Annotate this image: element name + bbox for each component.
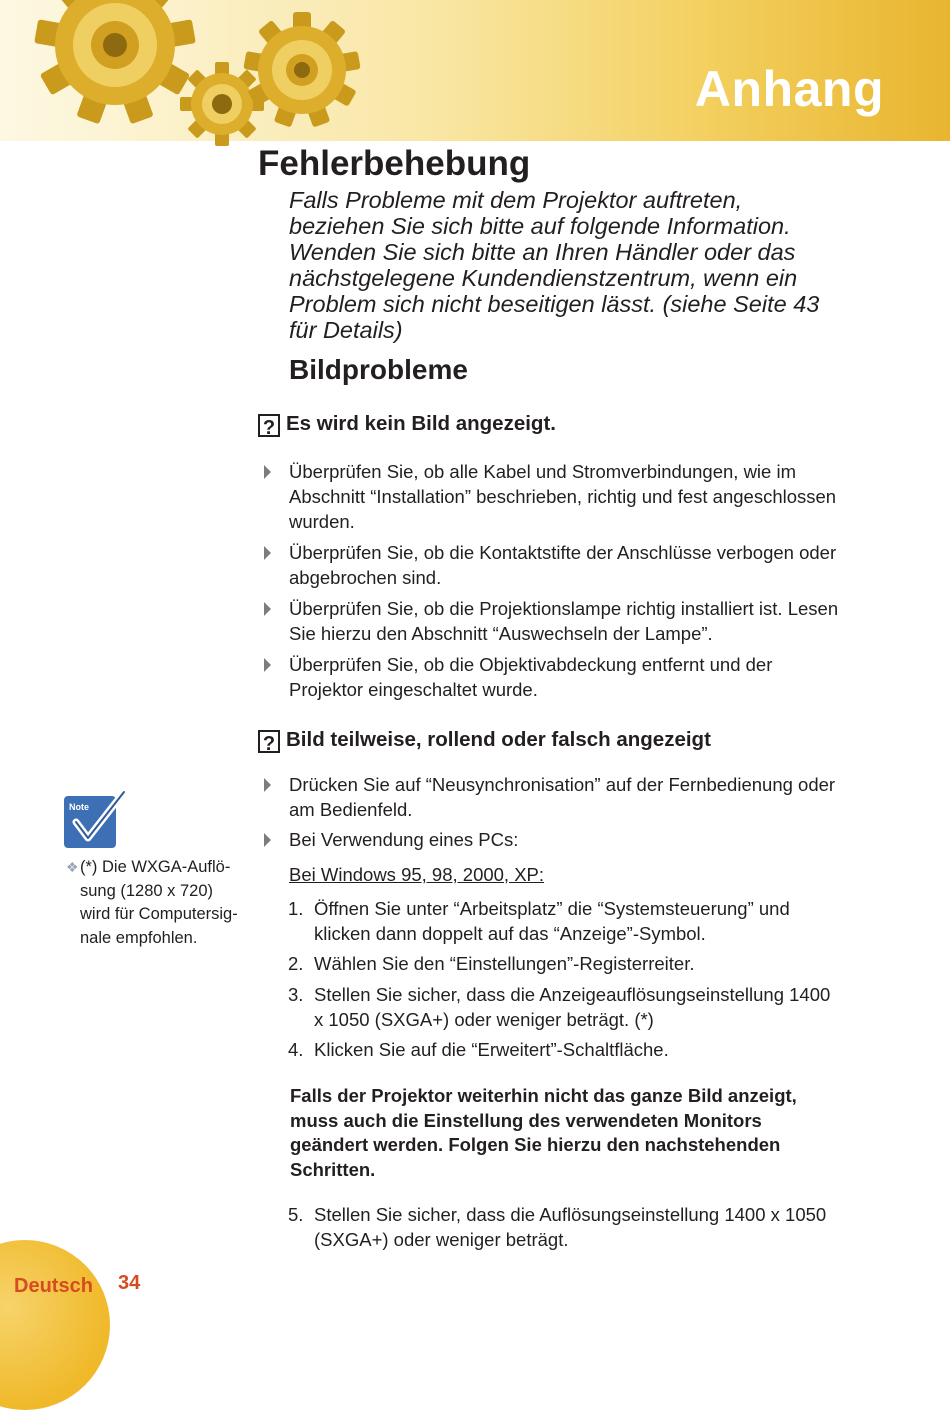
step-line: Wählen Sie den “Einstellungen”-Registerreiter. <box>314 953 695 974</box>
bullet-line: Projektor eingeschaltet wurde. <box>289 679 538 700</box>
bullet-line: Überprüfen Sie, ob die Kontaktstifte der Anschlüsse verbogen oder <box>289 542 837 563</box>
bullet-arrow-icon <box>264 602 271 616</box>
footer-language: Deutsch <box>14 1275 93 1297</box>
numbered-step <box>288 982 908 1032</box>
bullet-line: am Bedienfeld. <box>289 799 413 820</box>
bullet-line: Abschnitt “Installation” beschrieben, richtig und fest angeschlossen <box>289 486 837 507</box>
bullet-line: Drücken Sie auf “Neusynchronisation” auf der Fernbedienung oder <box>289 774 836 795</box>
page-title: Fehlerbehebung <box>258 144 531 183</box>
numbered-step <box>288 1202 908 1252</box>
question-mark-icon: ? <box>258 730 280 753</box>
list-item <box>264 459 904 534</box>
step-number: 2. <box>288 953 304 974</box>
bullet-arrow-icon <box>264 465 271 479</box>
note-line: sung (1280 x 720) <box>80 881 214 900</box>
list-item <box>264 652 904 702</box>
step-line: klicken dann doppelt auf das “Anzeige”-Symbol. <box>314 923 706 944</box>
section-title: Bildprobleme <box>289 354 468 385</box>
step-line: Klicken Sie auf die “Erweitert”-Schaltfläche. <box>314 1039 669 1060</box>
bullet-arrow-icon <box>264 833 271 847</box>
list-item <box>264 827 904 852</box>
intro-line: beziehen Sie sich bitte auf folgende Information. <box>289 213 791 239</box>
bullet-line: Überprüfen Sie, ob die Projektionslampe richtig installiert ist. Lesen <box>289 598 839 619</box>
bullet-line: wurden. <box>289 511 355 532</box>
list-item <box>264 540 904 590</box>
step-number: 4. <box>288 1039 304 1060</box>
page-number: 34 <box>118 1272 141 1294</box>
intro-line: Falls Probleme mit dem Projektor auftreten, <box>289 187 743 213</box>
monitor-settings-note <box>290 1084 870 1182</box>
step-number: 1. <box>288 898 304 919</box>
note-line: geändert werden. Folgen Sie hierzu den nachstehenden <box>290 1134 781 1155</box>
numbered-step <box>288 896 908 946</box>
problem-1-question-text: Es wird kein Bild angezeigt. <box>286 412 556 435</box>
note-line: wird für Computersig- <box>80 905 238 923</box>
note-line: Schritten. <box>290 1158 376 1180</box>
numbered-step <box>288 951 908 976</box>
step-line: Stellen Sie sicher, dass die Anzeigeauflösungseinstellung 1400 <box>314 984 831 1005</box>
step-number: 5. <box>288 1204 304 1225</box>
note-star-icon: ❖ <box>66 859 79 875</box>
note-line: nale empfohlen. <box>80 928 198 947</box>
note-line: muss auch die Einstellung des verwendeten Monitors <box>290 1109 762 1131</box>
gear-large-icon <box>30 0 200 130</box>
list-item <box>264 596 904 646</box>
problem-1-question <box>258 412 556 437</box>
note-line: (*) Die WXGA-Auflö- <box>80 858 231 876</box>
numbered-step <box>288 1037 908 1062</box>
step-line: Stellen Sie sicher, dass die Auflösungseinstellung 1400 x 1050 <box>314 1204 827 1225</box>
bullet-line: abgebrochen sind. <box>289 567 442 588</box>
svg-text:Note: Note <box>69 802 89 812</box>
bullet-line: Überprüfen Sie, ob alle Kabel und Stromverbindungen, wie im <box>289 461 796 482</box>
problem-2-question <box>258 728 711 753</box>
bullet-arrow-icon <box>264 778 271 792</box>
step-line: x 1050 (SXGA+) oder weniger beträgt. (*) <box>314 1009 654 1030</box>
gear-medium-icon <box>242 10 362 130</box>
intro-line: Problem sich nicht beseitigen lässt. (siehe Seite 43 <box>289 291 820 317</box>
note-line: Falls der Projektor weiterhin nicht das ganze Bild anzeigt, <box>290 1085 797 1106</box>
header-title: Anhang <box>694 61 884 117</box>
intro-line: nächstgelegene Kundendienstzentrum, wenn ein <box>289 265 798 291</box>
step-line: (SXGA+) oder weniger beträgt. <box>314 1229 569 1250</box>
note-check-icon <box>62 790 128 852</box>
bullet-line: Bei Verwendung eines PCs: <box>289 829 519 850</box>
bullet-line: Überprüfen Sie, ob die Objektivabdeckung entfernt und der <box>289 654 773 675</box>
problem-2-question-text: Bild teilweise, rollend oder falsch angezeigt <box>286 728 711 751</box>
intro-paragraph <box>289 187 889 343</box>
bullet-arrow-icon <box>264 658 271 672</box>
windows-heading: Bei Windows 95, 98, 2000, XP: <box>289 864 545 885</box>
intro-line: für Details) <box>289 317 403 343</box>
bullet-arrow-icon <box>264 546 271 560</box>
step-line: Öffnen Sie unter “Arbeitsplatz” die “Systemsteuerung” und <box>314 898 790 919</box>
question-mark-icon: ? <box>258 414 280 437</box>
side-note <box>66 856 266 950</box>
step-number: 3. <box>288 984 304 1005</box>
intro-line: Wenden Sie sich bitte an Ihren Händler oder das <box>289 239 796 265</box>
footer-corner-decoration <box>0 1240 110 1410</box>
bullet-line: Sie hierzu den Abschnitt “Auswechseln der Lampe”. <box>289 623 713 644</box>
list-item <box>264 772 904 822</box>
